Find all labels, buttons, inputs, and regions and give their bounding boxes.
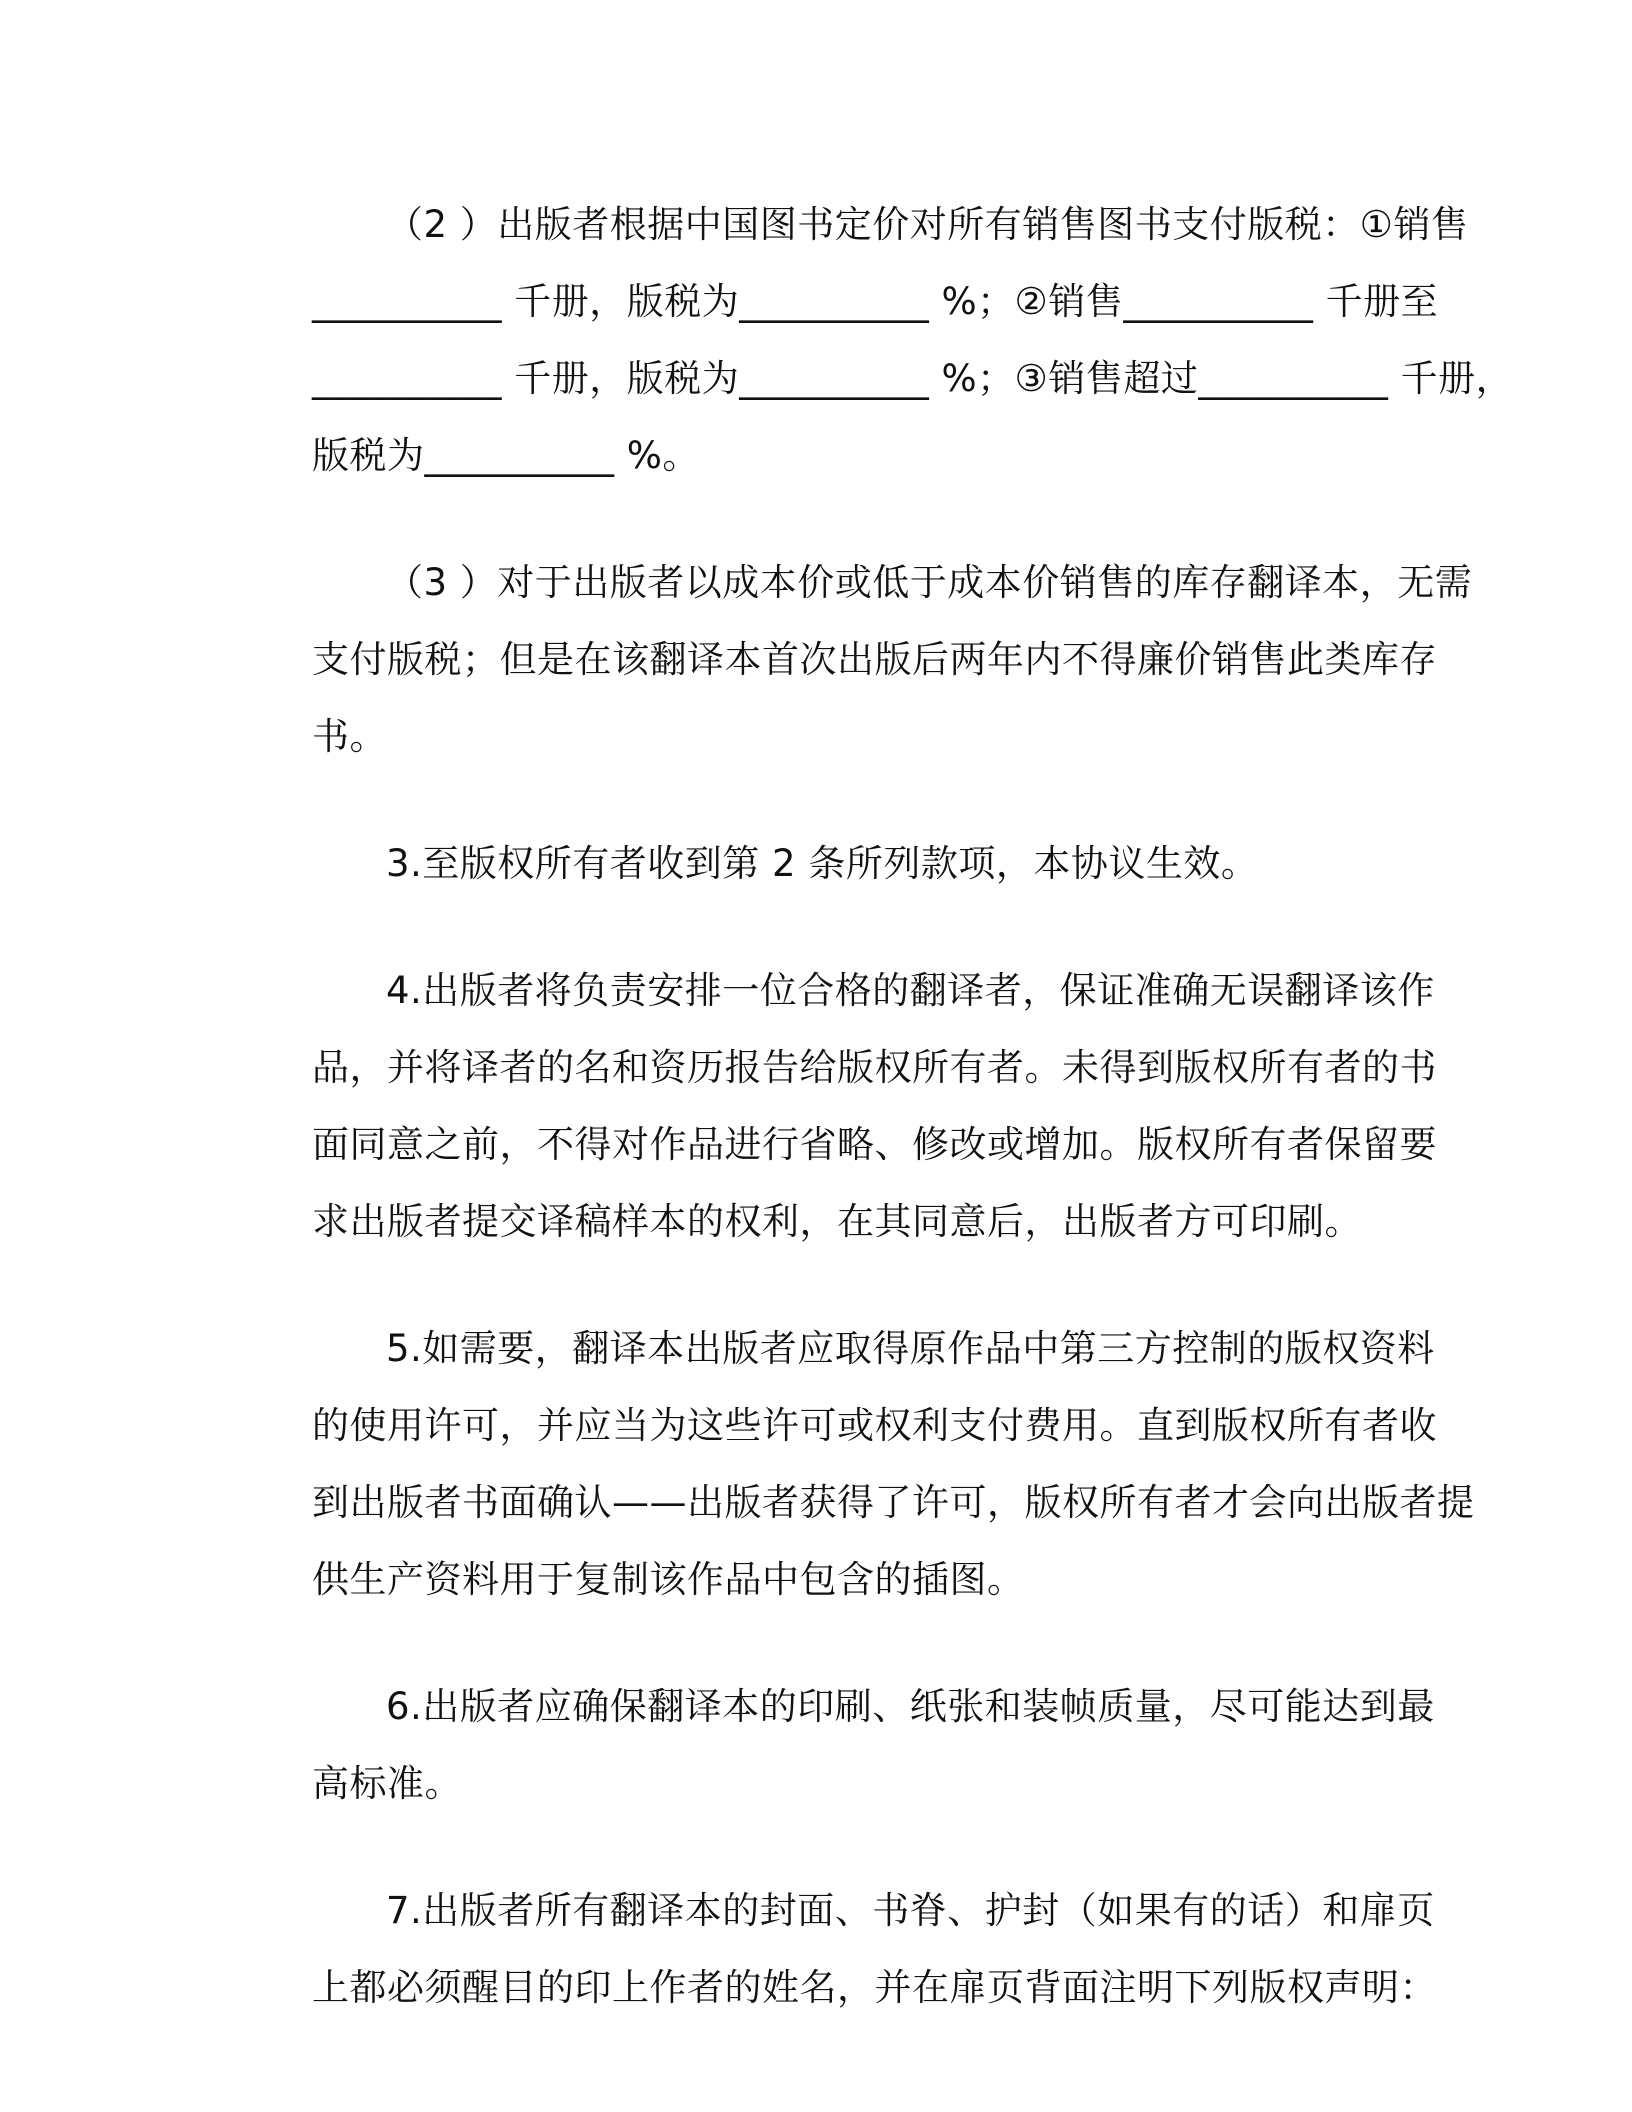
paragraph-spacer bbox=[238, 494, 1416, 544]
text-line: 6.出版者应确保翻译本的印刷、纸张和装帧质量，尽可能达到最 bbox=[386, 1685, 1435, 1728]
text-line: 5.如需要，翻译本出版者应取得原作品中第三方控制的版权资料 bbox=[386, 1327, 1435, 1370]
paragraph-spacer bbox=[238, 775, 1416, 825]
text-line: 3.至版权所有者收到第 2 条所列款项，本协议生效。 bbox=[386, 842, 1259, 885]
document-body bbox=[238, 186, 1514, 2026]
paragraph-cost-price-stock bbox=[238, 544, 1473, 775]
text-line: 的使用许可，并应当为这些许可或权利支付费用。直到版权所有者收 bbox=[312, 1404, 1437, 1447]
text-line: （2 ）出版者根据中国图书定价对所有销售图书支付版税：①销售 bbox=[386, 203, 1469, 246]
paragraph-spacer bbox=[238, 1822, 1416, 1872]
text-line: 4.出版者将负责安排一位合格的翻译者，保证准确无误翻译该作 bbox=[386, 969, 1435, 1012]
text-line: __________ 千册，版税为__________ %；②销售__________ 千册至 bbox=[312, 280, 1439, 323]
paragraph-spacer bbox=[238, 1260, 1416, 1310]
text-line: 书。 bbox=[312, 715, 387, 758]
text-line: 品，并将译者的名和资历报告给版权所有者。未得到版权所有者的书 bbox=[312, 1046, 1437, 1089]
paragraph-clause-7 bbox=[238, 1872, 1437, 2026]
paragraph-clause-6 bbox=[238, 1668, 1435, 1822]
text-line: 版税为__________ %。 bbox=[312, 434, 700, 477]
text-line: 上都必须醒目的印上作者的姓名，并在扉页背面注明下列版权声明： bbox=[312, 1966, 1437, 2009]
text-line: （3 ）对于出版者以成本价或低于成本价销售的库存翻译本，无需 bbox=[386, 561, 1473, 604]
text-line: 高标准。 bbox=[312, 1762, 462, 1805]
text-line: 支付版税；但是在该翻译本首次出版后两年内不得廉价销售此类库存 bbox=[312, 638, 1437, 681]
paragraph-clause-3 bbox=[238, 825, 1416, 902]
paragraph-spacer bbox=[238, 902, 1416, 952]
text-line: 求出版者提交译稿样本的权利，在其同意后，出版者方可印刷。 bbox=[312, 1200, 1362, 1243]
paragraph-royalty-rates bbox=[238, 186, 1514, 494]
text-line: __________ 千册，版税为__________ %；③销售超过__________ 千册， bbox=[312, 357, 1514, 400]
paragraph-spacer bbox=[238, 1618, 1416, 1668]
text-line: 7.出版者所有翻译本的封面、书脊、护封（如果有的话）和扉页 bbox=[386, 1889, 1435, 1932]
text-line: 面同意之前，不得对作品进行省略、修改或增加。版权所有者保留要 bbox=[312, 1123, 1437, 1166]
paragraph-clause-5 bbox=[238, 1310, 1475, 1618]
text-line: 供生产资料用于复制该作品中包含的插图。 bbox=[312, 1558, 1025, 1601]
paragraph-clause-4 bbox=[238, 952, 1437, 1260]
text-line: 到出版者书面确认——出版者获得了许可，版权所有者才会向出版者提 bbox=[312, 1481, 1475, 1524]
